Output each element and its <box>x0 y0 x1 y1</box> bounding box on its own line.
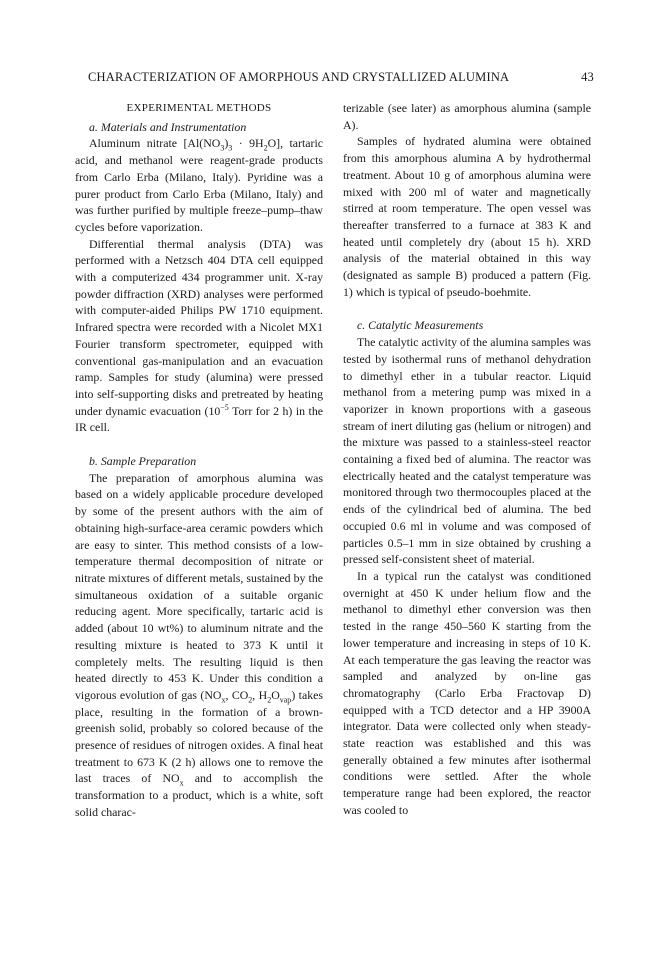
paragraph-materials: Aluminum nitrate $[Al(NO_3)_3 \cdot 9H_2O]$, tartaric acid, and methanol were reagent-grade products from Carlo Erba (Milano, Italy). Pyridine was a purer product from Carlo Erba (Milano, Italy) and was further purified by multiple freeze–pump–thaw cycles before vaporization. <box>75 136 324 234</box>
paragraph-continuation: terizable (see later) as amorphous alumina (sample A). <box>343 101 591 132</box>
left-column <box>75 100 323 821</box>
running-title: CHARACTERIZATION OF AMORPHOUS AND CRYSTALLIZED ALUMINA <box>88 70 510 84</box>
right-column <box>343 100 591 819</box>
section-heading-experimental-methods: EXPERIMENTAL METHODS <box>126 102 272 114</box>
paragraph-sample-preparation: The preparation of amorphous alumina was based on a widely applicable procedure developed by some of the present authors with the aim of obtaining high-surface-area ceramic powders which are easy to sinter. This method consists of a low-temperature thermal decomposition of nitrate or nitrate mixtures of different metals, sustained by the simultaneous oxidation of a suitable organic reducing agent. More specifically, tartaric acid is added (about 10 wt%) to aluminum nitrate and the resulting mixture is heated to 373 K until it completely melts. The resulting liquid is then heated directly to 453 K. Under this condition a vigorous evolution of gas ($NO_x$, $CO_2$, $H_2O_{vap}$) takes place, resulting in the formation of a brown-greenish solid, probably so colored because of the presence of residues of nitrogen oxides. A final heat treatment to 673 K (2 h) allows one to remove the last traces of $NO_x$ and to accomplish the transformation to a product, which is a white, soft solid charac- <box>75 470 323 819</box>
subsection-heading-catalytic-measurements: c. Catalytic Measurements <box>357 318 484 333</box>
paragraph-instrumentation: Differential thermal analysis (DTA) was performed with a Netzsch 404 DTA cell equipped with a computerized 434 programmer unit. X-ray powder diffraction (XRD) analyses were performed with computer-aided Philips PW 1710 equipment. Infrared spectra were recorded with a Nicolet MX1 Fourier transform spectrometer, equipped with conventional gas-manipulation and an evacuation ramp. Samples for study (alumina) were pressed into self-supporting disks and pretreated by heating under dynamic evacuation ($10^{-5}$ Torr for 2 h) in the IR cell. <box>75 236 323 435</box>
paragraph-catalytic-activity: The catalytic activity of the alumina samples was tested by isothermal runs of methanol dehydration to dimethyl ether in a tubular reactor. Liquid methanol from a metering pump was mixed in a vaporizer in known proportions with a gaseous stream of inert diluting gas (helium or nitrogen) and the mixture was passed to a stainless-steel reactor containing a fixed bed of alumina. The reactor was electrically heated and the catalyst temperature was monitored through two thermocouples placed at the ends of the cylindrical bed of alumina. The bed occupied 0.6 ml in volume and was composed of particles 0.5–1 mm in size obtained by crushing a pressed self-consistent sheet of material. <box>343 335 591 567</box>
subsection-heading-materials: a. Materials and Instrumentation <box>89 119 247 134</box>
paragraph-hydrothermal-treatment: Samples of hydrated alumina were obtained from this amorphous alumina A by hydrothermal treatment. About 10 g of amorphous alumina were mixed with 200 ml of water and magnetically stirred at room temperature. The open vessel was thereafter transferred to a furnace at 383 K and heated until completely dry (about 15 h). XRD analysis of the material obtained in this way (designated as sample B) produced a pattern (Fig. 1) which is typical of pseudo-boehmite. <box>343 134 591 299</box>
paragraph-typical-run: In a typical run the catalyst was conditioned overnight at 450 K under helium flow and the methanol to dimethyl ether conversion was then tested in the range 450–560 K starting from the lower temperature and increasing in steps of 10 K. At each temperature the gas leaving the reactor was sampled and analyzed by on-line gas chromatography (Carlo Erba Fractovap D) equipped with a TCD detector and a HP 3900A integrator. Data were collected only when steady-state reaction was established and this was generally obtained a few minutes after isothermal conditions were settled. After the whole temperature range had been explored, the reactor was cooled to <box>343 568 591 817</box>
page-number: 43 <box>581 70 594 84</box>
subsection-heading-sample-preparation: b. Sample Preparation <box>89 454 197 469</box>
